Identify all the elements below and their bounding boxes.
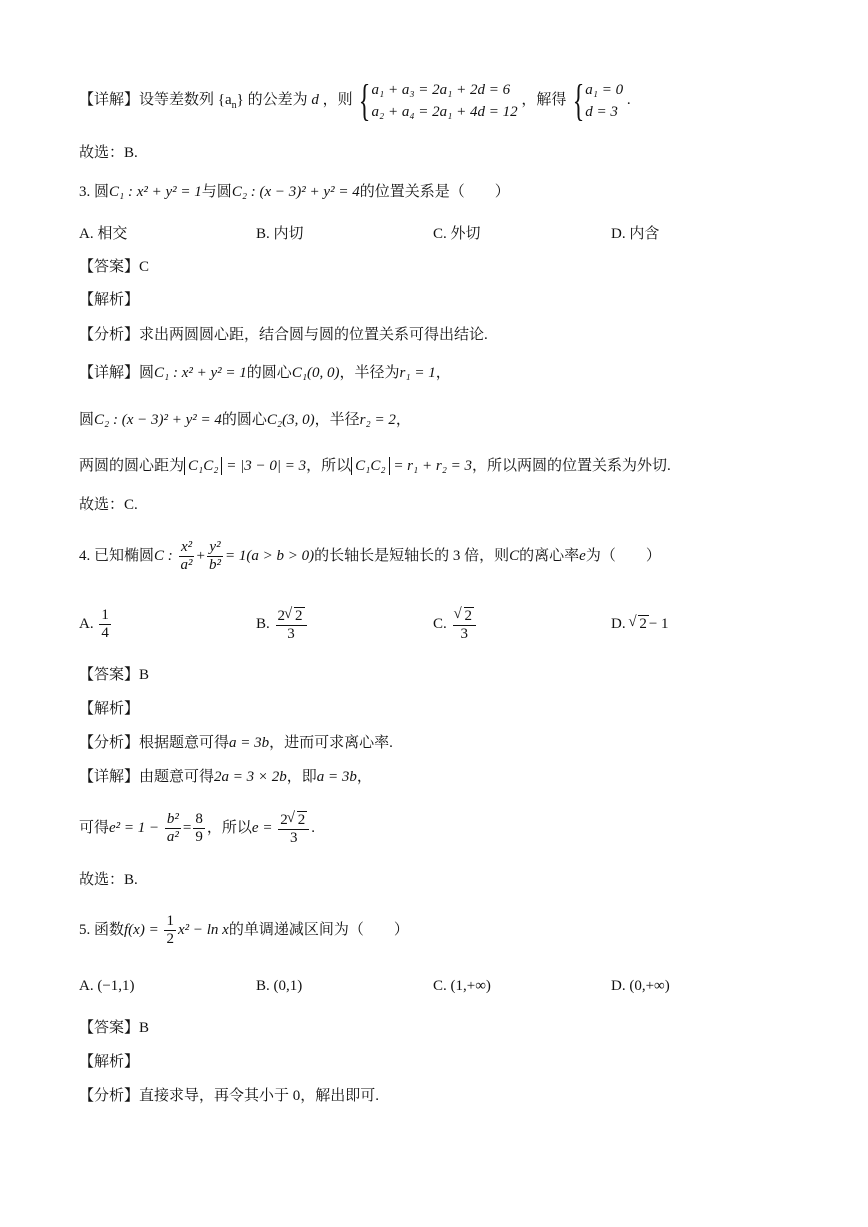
q3-answer: 【答案】C <box>79 259 150 275</box>
q3-final: 故选：C. <box>79 497 138 513</box>
q5-option-d: D. (0,+∞) <box>611 978 670 994</box>
solution-system: { a₁ = 0 d = 3 <box>572 75 624 125</box>
q4-option-c: C. √ $\frac{2}{3}$ <box>433 604 478 644</box>
q5-analysis: 【分析】直接求导，再令其小于 0，解出即可. <box>79 1088 380 1104</box>
q5-option-b: B. (0,1) <box>256 978 303 994</box>
q4-analysis-label: 【解析】 <box>79 701 140 717</box>
q4-detail-1: 【详解】由题意可得2a = 3 × 2b，即a = 3b， <box>79 769 372 785</box>
q3-detail-2: 圆C₂ : (x − 3)² + y² = 4的圆心C₂(3, 0)，半径r₂ = 2， <box>79 412 411 428</box>
q3-option-b: B. 内切 <box>256 226 304 242</box>
q5-option-c: C. (1,+∞) <box>433 978 491 994</box>
q3-option-a: A. 相交 <box>79 226 128 242</box>
q3-option-d: D. 内含 <box>611 226 660 242</box>
q4-option-b: B. $\frac{2√ 2}{3}$ <box>256 604 309 644</box>
q4-stem: 4. 已知椭圆C : $\frac{\text{x²}}{\text{a²}}$ + $\frac{\text{y²}}{\text{b²}}$ = 1(a > b > 0)的长轴长是短轴长的 3 倍，则C的离心率e为（ ） <box>79 539 661 574</box>
q4-option-a: A. $\frac{1}{4}$ <box>79 607 109 642</box>
q4-analysis: 【分析】根据题意可得a = 3b，进而可求离心率. <box>79 735 393 751</box>
q5-answer: 【答案】B <box>79 1020 150 1036</box>
q4-frac-y: $\frac{\text{y²}}{\text{b²}}$ <box>208 539 221 574</box>
q3-analysis-label: 【解析】 <box>79 292 140 308</box>
q4-answer: 【答案】B <box>79 667 150 683</box>
q5-stem: 5. 函数f(x) = $\frac{1}{2}$ x² − ln x的单调递减区间为（ ） <box>79 913 409 948</box>
q4-detail-2: 可得e² = 1 − $\frac{\text{b²}}{\text{a²}}$ = $\frac{8}{9}$ ，所以e = $\frac{2√ 2}{3}$ . <box>79 808 315 848</box>
q4-option-d: D. √ 2 − 1 <box>611 604 669 644</box>
q5-option-a: A. (−1,1) <box>79 978 135 994</box>
q3-detail-1: 【详解】圆C₁ : x² + y² = 1的圆心C₁(0, 0)，半径为r₁ = 1， <box>79 365 451 381</box>
q3-option-c: C. 外切 <box>433 226 481 242</box>
q3-analysis: 【分析】求出两圆圆心距，结合圆与圆的位置关系可得出结论. <box>79 327 488 343</box>
equation-system: { a₁ + a₃ = 2a₁ + 2d = 6 a₂ + a₄ = 2a₁ + 4d = 12 <box>359 75 518 125</box>
q4-final: 故选：B. <box>79 872 138 888</box>
p2-final-answer: 故选：B. <box>79 145 138 161</box>
q3-detail-3: 两圆的圆心距为 C₁C₂ = |3 − 0| = 3，所以 C₁C₂ = r₁ + r₂ = 3，所以两圆的位置关系为外切. <box>79 458 671 474</box>
seq-symbol: $\{a_n\}$ <box>217 92 244 111</box>
detail-line-p2: 【详解】设等差数列 $\{a_n\}$ 的公差为 d ，则 { a₁ + a₃ = 2a₁ + 2d = 6 a₂ + a₄ = 2a₁ + 4d = 12 ，解得 { a₁ = 0 d = 3 . <box>79 75 631 125</box>
q4-frac-x: $\frac{\text{x²}}{\text{a²}}$ <box>180 539 193 574</box>
q3-stem: 3. 圆C₁ : x² + y² = 1与圆C₂ : (x − 3)² + y² = 4的位置关系是（ ） <box>79 184 510 200</box>
q5-analysis-label: 【解析】 <box>79 1054 140 1070</box>
